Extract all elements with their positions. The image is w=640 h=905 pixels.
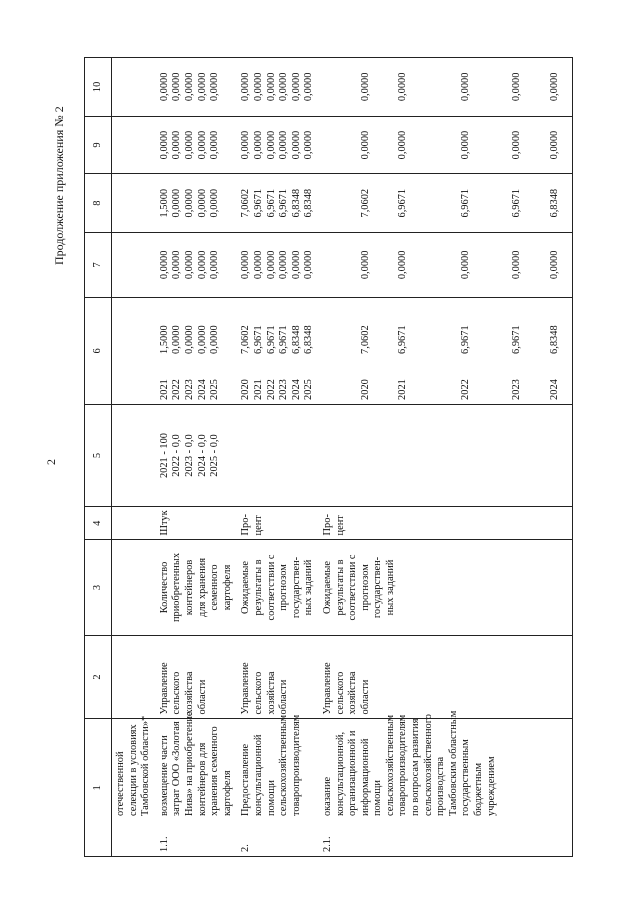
value: 0,0000 — [171, 130, 183, 160]
text-line: учреждением — [485, 756, 497, 816]
text-line: соответствии с — [265, 554, 277, 621]
carry-over-row — [112, 58, 156, 857]
table-row — [319, 58, 564, 857]
text-line: ных заданий — [303, 559, 315, 616]
text-line: помощи — [265, 780, 277, 816]
text-line: контейнеров — [183, 559, 195, 616]
table-row — [156, 58, 238, 857]
indicator-cell — [319, 540, 564, 635]
text-line: 2022 - 0,0 — [171, 434, 183, 477]
value: 0,0000 — [196, 188, 208, 218]
text-line: Нива» на приобретение — [183, 711, 195, 816]
text-line: прогнозом — [278, 564, 290, 611]
value: 0,0000 — [460, 250, 472, 280]
value: 0,0000 — [196, 72, 208, 102]
year: 2024 — [196, 379, 208, 400]
year: 2025 — [303, 379, 315, 400]
value: 0,0000 — [303, 72, 315, 102]
column-header: 7 — [85, 233, 112, 298]
row-2-1-name-cell — [319, 710, 564, 857]
value: 0,0000 — [460, 72, 472, 102]
col8-cell — [156, 174, 238, 233]
years-values-cell — [156, 297, 238, 404]
value: 0,0000 — [209, 72, 221, 102]
value: 0,0000 — [240, 130, 252, 160]
year: 2025 — [209, 379, 221, 400]
text-line: области — [196, 679, 208, 715]
year: 2021 — [252, 379, 264, 400]
value: 0,0000 — [196, 130, 208, 160]
table-bottom-border — [564, 58, 573, 857]
text-line: консультационной, — [334, 731, 346, 816]
text-line: ных заданий — [384, 559, 396, 616]
value: 0,0000 — [183, 72, 195, 102]
row-1-1-name-cell — [156, 711, 238, 857]
value: 0,0000 — [397, 130, 409, 160]
col10-cell — [319, 58, 564, 117]
target-cell — [156, 404, 238, 506]
value: 6,9671 — [510, 188, 522, 218]
value: 0,0000 — [548, 250, 560, 280]
text-line: сельского — [171, 671, 183, 715]
value: 6,9671 — [510, 325, 522, 354]
text-line: товаропроизводителям — [290, 714, 302, 816]
text-line: Количество — [158, 561, 170, 614]
text-line: государствен- — [290, 556, 302, 619]
page-number: 2 — [44, 459, 58, 465]
year: 2022 — [265, 379, 277, 400]
value: 6,9671 — [397, 325, 409, 354]
executor-cell — [319, 635, 564, 719]
value: 7,0602 — [240, 325, 252, 354]
year: 2023 — [510, 379, 522, 400]
col9-cell — [156, 116, 238, 174]
value: 0,0000 — [460, 130, 472, 160]
value: 6,8348 — [548, 325, 560, 354]
year: 2024 — [548, 379, 560, 400]
row-number: 2. — [240, 844, 252, 852]
value: 0,0000 — [252, 72, 264, 102]
value: 0,0000 — [265, 130, 277, 160]
value: 6,9671 — [278, 188, 290, 218]
indicator-cell — [156, 540, 238, 635]
value: 0,0000 — [171, 250, 183, 280]
value: 0,0000 — [397, 72, 409, 102]
year: 2024 — [290, 379, 302, 400]
text-line: сельскохозяйственного — [422, 714, 434, 816]
text-line: государственным — [460, 739, 472, 816]
value: 0,0000 — [278, 72, 290, 102]
col10-cell — [237, 58, 319, 117]
value: 0,0000 — [196, 325, 208, 354]
value: 0,0000 — [183, 130, 195, 160]
text-line: Про- — [240, 514, 252, 536]
text-line: возмещение части — [158, 735, 170, 816]
column-header: 5 — [85, 404, 112, 506]
text-line: производства — [435, 756, 447, 816]
text-line: цент — [252, 515, 264, 536]
value: 0,0000 — [265, 250, 277, 280]
year: 2021 — [158, 379, 170, 400]
text-line: 2025 - 0,0 — [209, 434, 221, 477]
value: 0,0000 — [548, 130, 560, 160]
text-line: организационной и — [347, 730, 359, 816]
text-line: Тамбовским областным — [447, 710, 459, 816]
column-header: 9 — [85, 116, 112, 174]
text-line: области — [359, 679, 371, 715]
value: 6,9671 — [460, 325, 472, 354]
row-2-name-cell — [237, 714, 319, 857]
text-line: картофеля — [221, 564, 233, 611]
value: 0,0000 — [183, 188, 195, 218]
col10-cell — [156, 58, 238, 117]
text-line: результаты в — [334, 559, 346, 616]
text-line: товаропроизводителям — [397, 714, 409, 816]
value: 0,0000 — [209, 325, 221, 354]
value: 0,0000 — [183, 325, 195, 354]
col9-cell — [319, 116, 564, 174]
text-line: помощи — [372, 780, 384, 816]
col7-cell — [237, 233, 319, 298]
appendix-table — [84, 57, 573, 857]
value: 6,9671 — [265, 325, 277, 354]
value: 0,0000 — [359, 72, 371, 102]
carry-over-text — [115, 715, 153, 816]
year: 2022 — [171, 379, 183, 400]
text-line: для хранения — [196, 558, 208, 617]
value: 0,0000 — [171, 325, 183, 354]
value: 6,9671 — [252, 325, 264, 354]
value: 6,8348 — [290, 188, 302, 218]
value: 0,0000 — [265, 72, 277, 102]
value: 0,0000 — [252, 130, 264, 160]
text-line: сельскохозяйственным — [384, 714, 396, 816]
text-line: сельскохозяйственным — [278, 714, 290, 816]
text-line: по вопросам развития — [410, 718, 422, 816]
value: 6,8348 — [290, 325, 302, 354]
text-line: результаты в — [252, 559, 264, 616]
value: 0,0000 — [209, 130, 221, 160]
executor-cell — [156, 635, 238, 719]
value: 0,0000 — [158, 72, 170, 102]
value: 0,0000 — [158, 130, 170, 160]
value: 0,0000 — [290, 72, 302, 102]
value: 0,0000 — [510, 250, 522, 280]
value: 0,0000 — [290, 130, 302, 160]
target-cell — [237, 404, 319, 506]
year: 2022 — [460, 379, 472, 400]
value: 0,0000 — [209, 250, 221, 280]
column-header: 10 — [85, 58, 112, 117]
value: 0,0000 — [240, 72, 252, 102]
value: 6,8348 — [548, 188, 560, 218]
text-line: Управление — [321, 662, 333, 715]
column-header: 1 — [85, 719, 112, 857]
text-line: отечественной — [115, 751, 126, 816]
year: 2020 — [240, 379, 252, 400]
text-line: хозяйства — [183, 671, 195, 715]
text-line: 2024 - 0,0 — [196, 434, 208, 477]
value: 0,0000 — [290, 250, 302, 280]
row-number: 2.1. — [321, 836, 333, 852]
value: 0,0000 — [510, 130, 522, 160]
value: 0,0000 — [359, 130, 371, 160]
value: 6,8348 — [303, 188, 315, 218]
unit-cell — [237, 507, 319, 540]
value: 6,9671 — [278, 325, 290, 354]
text-line: Штук — [158, 510, 170, 536]
col8-cell — [237, 174, 319, 233]
continuation-caption: Продолжение приложения № 2 — [52, 106, 66, 265]
value: 0,0000 — [278, 130, 290, 160]
column-header: 8 — [85, 174, 112, 233]
value: 0,0000 — [303, 130, 315, 160]
unit-cell — [156, 507, 238, 540]
value: 1,5000 — [158, 325, 170, 354]
text-line: селекции в условиях — [127, 724, 139, 816]
value: 7,0602 — [359, 325, 371, 354]
year: 2020 — [359, 379, 371, 400]
target-cell — [319, 404, 564, 506]
col7-cell — [156, 233, 238, 298]
carry-over-cell — [112, 715, 156, 857]
column-header: 4 — [85, 507, 112, 540]
year: 2023 — [183, 379, 195, 400]
text-line: консультационной — [252, 734, 264, 816]
value: 0,0000 — [548, 72, 560, 102]
value: 0,0000 — [183, 250, 195, 280]
value: 0,0000 — [209, 188, 221, 218]
text-line: картофеля — [221, 770, 233, 816]
text-line: 2021 - 100 — [158, 433, 170, 479]
text-line: Тамбовской области»* — [140, 715, 152, 816]
text-line: хозяйства — [347, 671, 359, 715]
row-number: 1.1. — [158, 836, 170, 852]
indicator-cell — [237, 540, 319, 635]
years-values-cell — [319, 297, 564, 404]
text-line: цент — [334, 515, 346, 536]
text-line: приобретенных — [171, 552, 183, 623]
column-number-row — [85, 58, 112, 857]
value: 0,0000 — [171, 72, 183, 102]
column-header: 6 — [85, 297, 112, 404]
text-line: соответствии с — [347, 554, 359, 621]
text-line: затрат ООО «Золотая — [171, 721, 183, 816]
text-line: контейнеров для — [196, 742, 208, 816]
value: 0,0000 — [303, 250, 315, 280]
text-line: прогнозом — [359, 564, 371, 611]
unit-cell — [319, 507, 564, 540]
text-line: Ожидаемые — [321, 561, 333, 614]
value: 7,0602 — [240, 188, 252, 218]
value: 6,9671 — [397, 188, 409, 218]
text-line: сельского — [252, 671, 264, 715]
text-line: Ожидаемые — [240, 561, 252, 614]
table-row — [237, 58, 319, 857]
value: 0,0000 — [158, 250, 170, 280]
column-header: 2 — [85, 635, 112, 719]
executor-cell — [237, 635, 319, 719]
value: 0,0000 — [252, 250, 264, 280]
value: 0,0000 — [196, 250, 208, 280]
value: 1,5000 — [158, 188, 170, 218]
value: 0,0000 — [359, 250, 371, 280]
text-line: Управление — [240, 662, 252, 715]
value: 6,9671 — [252, 188, 264, 218]
value: 6,9671 — [460, 188, 472, 218]
value: 7,0602 — [359, 188, 371, 218]
text-line: Предоставление — [240, 743, 252, 816]
text-line: сельского — [334, 671, 346, 715]
text-line: Про- — [321, 514, 333, 536]
value: 0,0000 — [397, 250, 409, 280]
years-values-cell — [237, 297, 319, 404]
text-line: информационной — [359, 738, 371, 816]
text-line: государствен- — [372, 556, 384, 619]
value: 0,0000 — [278, 250, 290, 280]
text-line: хозяйства — [265, 671, 277, 715]
column-header: 3 — [85, 540, 112, 635]
text-line: бюджетным — [473, 762, 485, 816]
col8-cell — [319, 174, 564, 233]
col9-cell — [237, 116, 319, 174]
value: 0,0000 — [240, 250, 252, 280]
value: 0,0000 — [510, 72, 522, 102]
value: 0,0000 — [171, 188, 183, 218]
col7-cell — [319, 233, 564, 298]
text-line: области — [278, 679, 290, 715]
text-line: оказание — [321, 776, 333, 816]
value: 6,9671 — [265, 188, 277, 218]
year: 2021 — [397, 379, 409, 400]
text-line: Управление — [158, 662, 170, 715]
year: 2023 — [278, 379, 290, 400]
text-line: семенного — [209, 564, 221, 611]
text-line: 2023 - 0,0 — [183, 434, 195, 477]
value: 6,8348 — [303, 325, 315, 354]
text-line: хранения семенного — [209, 726, 221, 816]
